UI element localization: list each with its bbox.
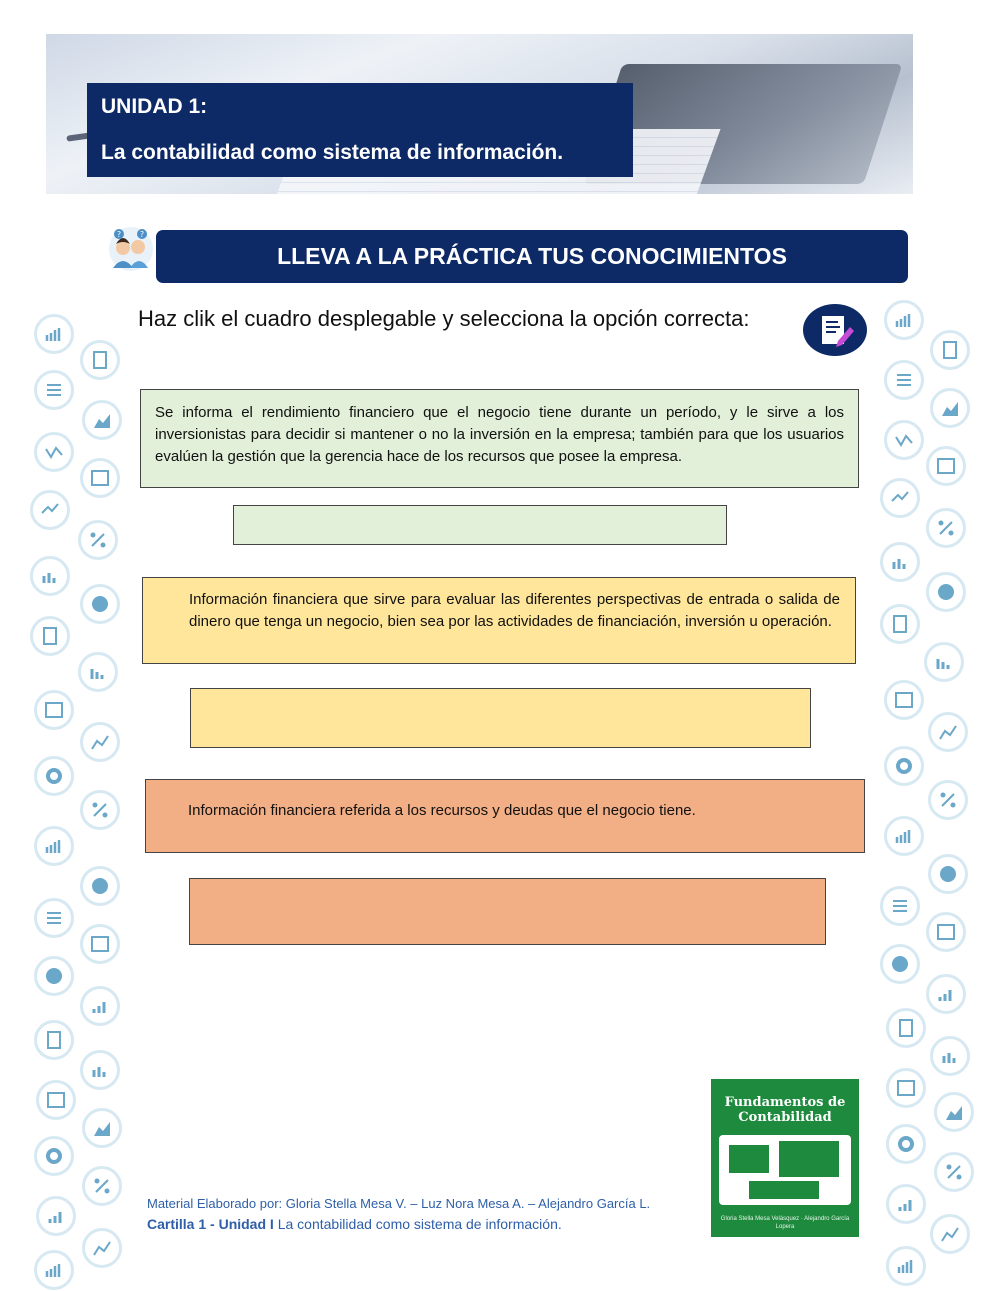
question-2-text: Información financiera que sirve para evaluar las diferentes perspectivas de entrada o salida de dinero que tenga un negocio, bien sea por las actividades de financiación, inversión u operación. bbox=[189, 591, 840, 630]
bar-chart-icon bbox=[30, 556, 70, 596]
donut-chart-icon bbox=[884, 746, 924, 786]
table-icon bbox=[884, 680, 924, 720]
trend-icon bbox=[880, 478, 920, 518]
instruction-text: Haz clik el cuadro desplegable y selecciona la opción correcta: bbox=[138, 306, 750, 331]
bar-down-icon bbox=[924, 642, 964, 682]
people-question-icon bbox=[108, 226, 154, 272]
pie-chart-icon bbox=[928, 854, 968, 894]
table-icon bbox=[886, 1068, 926, 1108]
donut-chart-icon bbox=[886, 1124, 926, 1164]
percent-icon bbox=[934, 1152, 974, 1192]
unit-title: UNIDAD 1: bbox=[101, 95, 208, 118]
chart-icon bbox=[34, 1250, 74, 1290]
svg-text:?: ? bbox=[139, 230, 145, 239]
unit-title-box bbox=[87, 83, 633, 177]
donut-chart-icon bbox=[34, 756, 74, 796]
pie-chart-icon bbox=[80, 584, 120, 624]
list-icon bbox=[880, 886, 920, 926]
footer-cartilla-label: Cartilla 1 - Unidad I bbox=[147, 1216, 274, 1232]
area-chart-icon bbox=[930, 388, 970, 428]
calculator-icon bbox=[880, 604, 920, 644]
bar-chart-icon bbox=[80, 1050, 120, 1090]
question-3-text: Información financiera referida a los recursos y deudas que el negocio tiene. bbox=[188, 802, 696, 819]
line-chart-icon bbox=[884, 420, 924, 460]
area-chart-icon bbox=[82, 1108, 122, 1148]
chart-icon bbox=[34, 314, 74, 354]
line-chart-icon bbox=[82, 1228, 122, 1268]
trend-icon bbox=[30, 490, 70, 530]
question-3-box bbox=[145, 779, 865, 853]
calculator-icon bbox=[30, 616, 70, 656]
table-icon bbox=[926, 912, 966, 952]
percent-icon bbox=[82, 1166, 122, 1206]
book-authors: Gloria Stella Mesa Velásquez · Alejandro García Lopera bbox=[720, 1216, 850, 1230]
question-1-text: Se informa el rendimiento financiero que el negocio tiene durante un período, y le sirve a los inversionistas para decidir si mantener o no la inversión en la empresa; también para que los usuarios evalúen la gestión que la gerencia hace de los recursos que posee la empresa. bbox=[155, 404, 844, 465]
table-icon bbox=[36, 1080, 76, 1120]
edit-document-icon bbox=[802, 303, 868, 357]
table-icon bbox=[80, 924, 120, 964]
chart-icon bbox=[884, 300, 924, 340]
percent-icon bbox=[80, 790, 120, 830]
pie-chart-icon bbox=[34, 956, 74, 996]
area-chart-icon bbox=[82, 400, 122, 440]
chart-icon bbox=[884, 816, 924, 856]
bar-down-icon bbox=[78, 652, 118, 692]
unit-subtitle: La contabilidad como sistema de información. bbox=[101, 141, 564, 164]
bar-up-icon bbox=[36, 1196, 76, 1236]
line-chart-icon bbox=[34, 432, 74, 472]
line-chart-icon bbox=[928, 712, 968, 752]
calculator-icon bbox=[886, 1008, 926, 1048]
section-title: LLEVA A LA PRÁCTICA TUS CONOCIMIENTOS bbox=[156, 230, 908, 283]
answer-2-dropdown[interactable] bbox=[190, 688, 811, 748]
line-chart-icon bbox=[80, 722, 120, 762]
donut-chart-icon bbox=[34, 1136, 74, 1176]
list-icon bbox=[34, 898, 74, 938]
pie-chart-icon bbox=[880, 944, 920, 984]
question-2-box bbox=[142, 577, 856, 664]
book-title bbox=[711, 1095, 859, 1125]
book-devices-illustration bbox=[719, 1135, 851, 1205]
pie-chart-icon bbox=[926, 572, 966, 612]
calculator-icon bbox=[930, 330, 970, 370]
list-icon bbox=[34, 370, 74, 410]
area-chart-icon bbox=[934, 1092, 974, 1132]
svg-text:?: ? bbox=[116, 230, 122, 239]
table-icon bbox=[80, 458, 120, 498]
percent-icon bbox=[928, 780, 968, 820]
answer-1-dropdown[interactable] bbox=[233, 505, 727, 545]
list-icon bbox=[884, 360, 924, 400]
calculator-icon bbox=[80, 340, 120, 380]
percent-icon bbox=[926, 508, 966, 548]
bar-up-icon bbox=[926, 974, 966, 1014]
book-cover-image bbox=[711, 1079, 859, 1237]
bar-chart-icon bbox=[880, 542, 920, 582]
chart-icon bbox=[886, 1246, 926, 1286]
table-icon bbox=[926, 446, 966, 486]
answer-3-dropdown[interactable] bbox=[189, 878, 826, 945]
table-icon bbox=[34, 690, 74, 730]
bar-chart-icon bbox=[930, 1036, 970, 1076]
question-1-box bbox=[140, 389, 859, 488]
footer-cartilla-text: La contabilidad como sistema de información. bbox=[273, 1216, 562, 1232]
calculator-icon bbox=[34, 1020, 74, 1060]
line-chart-icon bbox=[930, 1214, 970, 1254]
chart-icon bbox=[34, 826, 74, 866]
bar-up-icon bbox=[80, 986, 120, 1026]
bar-up-icon bbox=[886, 1184, 926, 1224]
book-title-line-2: Contabilidad bbox=[738, 1110, 832, 1125]
footer-credit: Material Elaborado por: Gloria Stella Mesa V. – Luz Nora Mesa A. – Alejandro García L. bbox=[147, 1196, 651, 1211]
book-title-line-1: Fundamentos de bbox=[724, 1095, 846, 1110]
footer-cartilla bbox=[147, 1216, 562, 1232]
pie-chart-icon bbox=[80, 866, 120, 906]
percent-icon bbox=[78, 520, 118, 560]
